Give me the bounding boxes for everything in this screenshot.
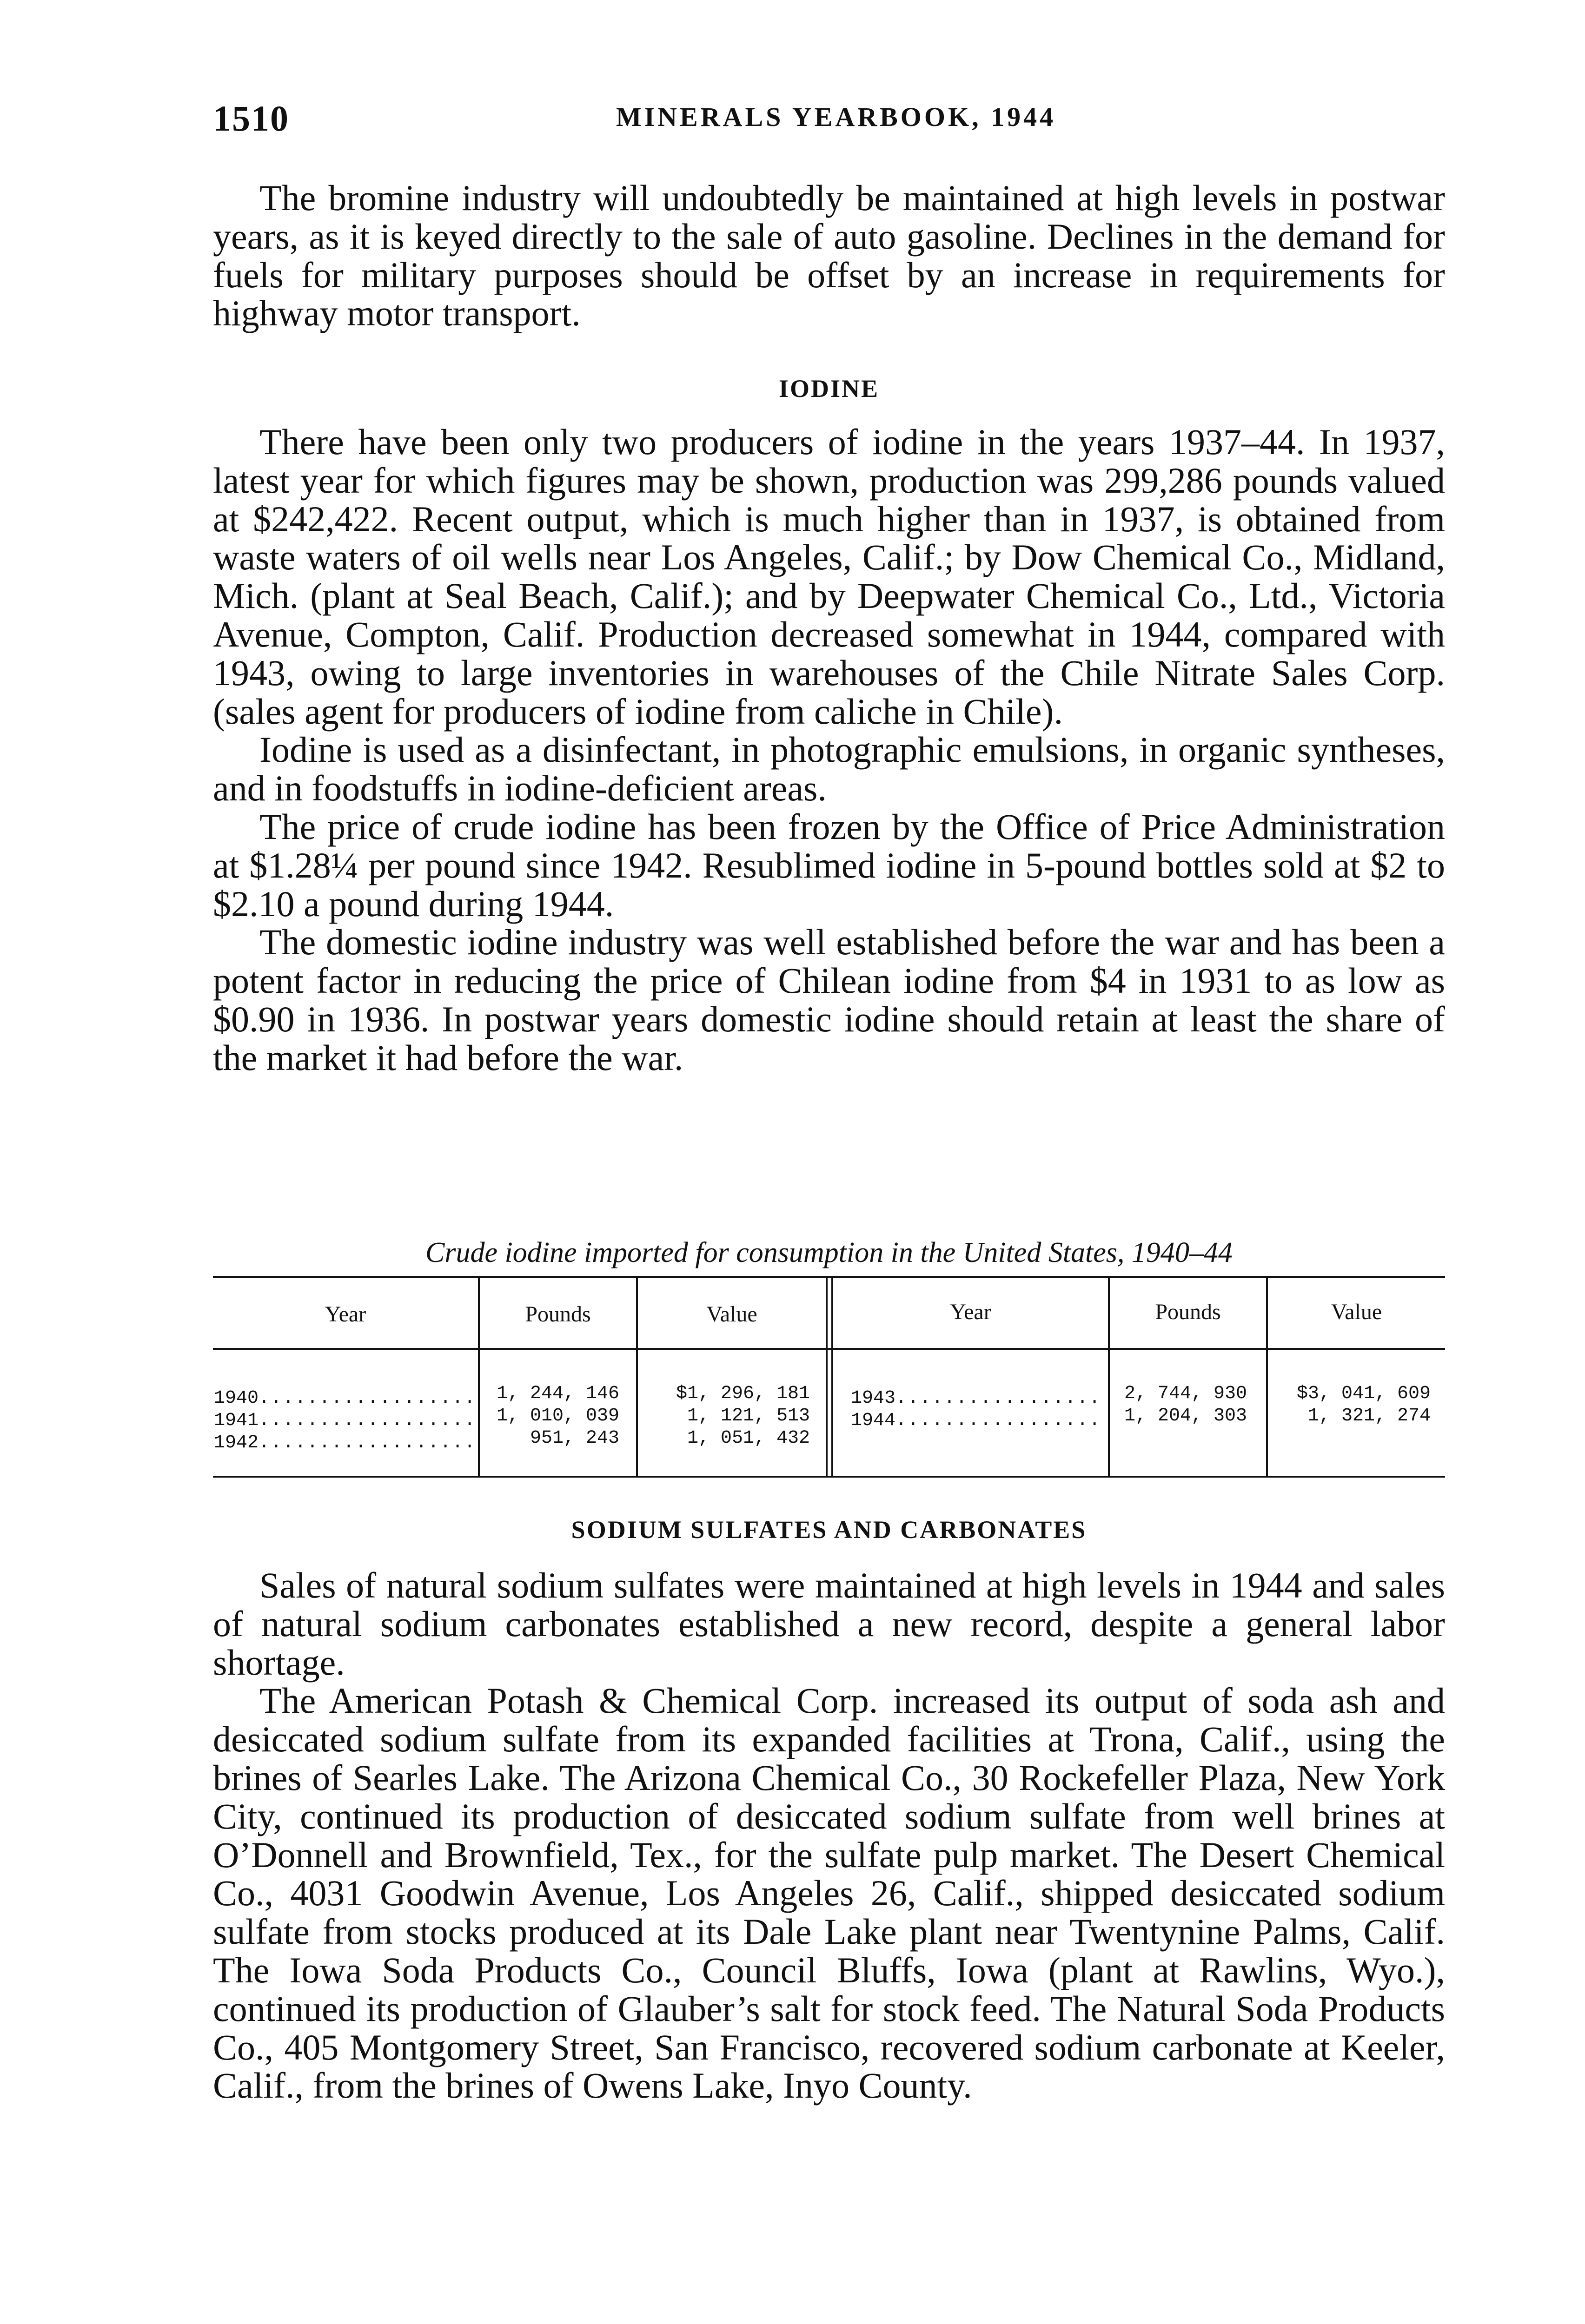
value-cell: 1, 051, 432 [687,1428,810,1449]
section-heading-sodium: SODIUM SULFATES AND CARBONATES [571,1516,1087,1544]
section-heading-iodine: IODINE [778,375,880,403]
year-cell: 1941 ..... [214,1410,472,1432]
column-header: Pounds [1155,1300,1221,1324]
pounds-cell: 1, 244, 146 [496,1383,619,1404]
column-header: Year [325,1302,366,1327]
value-cell: 1, 121, 513 [687,1406,810,1426]
body-paragraph: Iodine is used as a disinfectant, in photographic emulsions, in organic syntheses, and in foodstuffs in iodine-deficient areas. [213,729,1445,809]
year-cell: 1943 ..... [851,1387,1102,1410]
pounds-cell: 1, 204, 303 [1124,1406,1247,1426]
year-cell: 1942 ..... [214,1432,472,1454]
table-top-rule [213,1276,1445,1278]
column-header: Value [706,1302,757,1327]
page-number: 1510 [213,98,289,139]
body-paragraph: The bromine industry will undoubtedly be maintained at high levels in postwar years, as it is keyed directly to the sale of auto gasoline. Declines in the demand for fuels for military purposes should be offset by an increase in requirements for highway motor transport. [213,178,1445,334]
running-title: MINERALS YEARBOOK, 1944 [616,102,1056,132]
sodium-text-block [213,1566,1445,2105]
column-header: Pounds [525,1302,591,1327]
value-cell: 1, 321, 274 [1307,1406,1431,1426]
imports-table [213,1276,1445,1480]
table-bottom-rule [213,1476,1445,1478]
table-caption: Crude iodine imported for consumption in the United States, 1940–44 [425,1237,1233,1268]
running-header [213,98,1445,149]
year-cell: 1940 ..... [214,1387,472,1410]
pounds-cell: 2, 744, 930 [1124,1383,1247,1404]
pounds-cell: 951, 243 [530,1428,619,1449]
year-cell: 1944 ..... [851,1410,1102,1432]
pounds-cell: 1, 010, 039 [496,1406,619,1426]
table-header-rule [213,1348,1445,1350]
body-paragraph: The price of crude iodine has been frozen by the Office of Price Administration at $1.28¼ per pound since 1942. Resublimed iodine in 5-pound bottles sold at $2 to $2.10 a pound during 1944. [213,806,1445,924]
value-cell: $1, 296, 181 [676,1383,810,1404]
body-paragraph: There have been only two producers of iodine in the years 1937–44. In 1937, latest year for which figures may be shown, production was 299,286 pounds valued at $242,422. Recent output, which is much higher than in 1937, is obtained from waste waters of oil wells near Los Angeles, Calif.; by Dow Chemical Co., Midland, Mich. (plant at Seal Beach, Calif.); and by Deepwater Chemical Co., Ltd., Victoria Avenue, Compton, Calif. Production decreased somewhat in 1944, compared with 1943, owing to large inventories in warehouses of the Chile Nitrate Sales Corp. (sales agent for producers of iodine from caliche in Chile). [213,422,1445,732]
body-paragraph: The domestic iodine industry was well established before the war and has been a potent factor in reducing the price of Chilean iodine from $4 in 1931 to as low as $0.90 in 1936. In postwar years domestic iodine should retain at least the share of the market it had before the war. [213,922,1445,1078]
bromine-paragraph-block [213,179,1445,333]
column-divider [826,1276,828,1478]
column-header: Value [1331,1300,1382,1324]
column-header: Year [950,1300,991,1324]
body-paragraph: Sales of natural sodium sulfates were maintained at high levels in 1944 and sales of natural sodium carbonates established a new record, despite a general labor shortage. [213,1565,1445,1683]
value-cell: $3, 041, 609 [1296,1383,1431,1404]
body-paragraph: The American Potash & Chemical Corp. increased its output of soda ash and desiccated sodium sulfate from its expanded facilities at Trona, Calif., using the brines of Searles Lake. The Arizona Chemical Co., 30 Rockefeller Plaza, New York City, continued its production of desiccated sodium sulfate from well brines at O’Donnell and Brownfield, Tex., for the sulfate pulp market. The Desert Chemical Co., 4031 Goodwin Avenue, Los Angeles 26, Calif., shipped desiccated sodium sulfate from stocks produced at its Dale Lake plant near Twentynine Palms, Calif. The Iowa Soda Products Co., Council Bluffs, Iowa (plant at Rawlins, Wyo.), continued its production of Glauber’s salt for stock feed. The Natural Soda Products Co., 405 Montgomery Street, San Francisco, recovered sodium carbonate at Keeler, Calif., from the brines of Owens Lake, Inyo County. [213,1680,1445,2106]
iodine-text-block [213,423,1445,1077]
